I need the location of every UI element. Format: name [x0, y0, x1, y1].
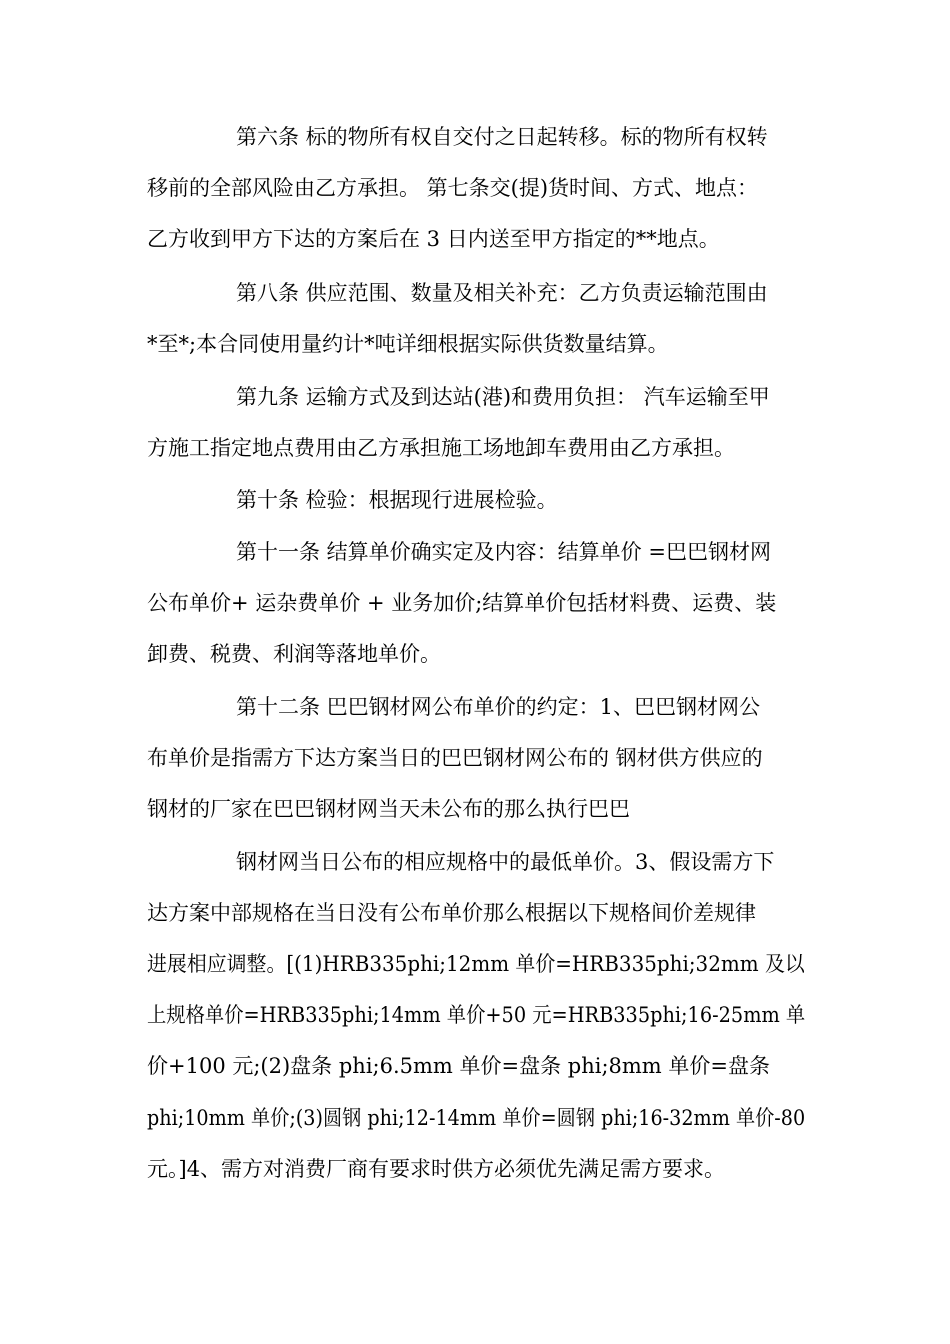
article-9-line-1: 第九条 运输方式及到达站(港)和费用负担： 汽车运输至甲 — [236, 385, 770, 409]
article-11-line-2: 公布单价+ 运杂费单价 + 业务加价;结算单价包括材料费、运费、装 — [147, 591, 777, 615]
article-7-line: 乙方收到甲方下达的方案后在 3 日内送至甲方指定的**地点。 — [147, 227, 720, 251]
article-10-line: 第十条 检验：根据现行进展检验。 — [236, 488, 558, 512]
article-12-line-6: 进展相应调整。[(1)HRB335phi;12mm 单价=HRB335phi;32mm 及以 — [147, 952, 805, 976]
article-12-line-2: 布单价是指需方下达方案当日的巴巴钢材网公布的 钢材供方供应的 — [147, 746, 763, 770]
article-12-line-7: 上规格单价=HRB335phi;14mm 单价+50 元=HRB335phi;16-25mm 单 — [147, 1003, 806, 1027]
article-6-line-2: 移前的全部风险由乙方承担。 第七条交(提)货时间、方式、地点： — [147, 176, 759, 200]
article-8-line-2: *至*;本合同使用量约计*吨详细根据实际供货数量结算。 — [147, 332, 669, 356]
article-9-line-2: 方施工指定地点费用由乙方承担施工场地卸车费用由乙方承担。 — [147, 436, 735, 460]
article-12-line-8: 价+100 元;(2)盘条 phi;6.5mm 单价=盘条 phi;8mm 单价=盘条 — [147, 1054, 770, 1078]
article-11-line-1: 第十一条 结算单价确实定及内容：结算单价 =巴巴钢材网 — [236, 540, 771, 564]
article-11-line-3: 卸费、税费、利润等落地单价。 — [147, 642, 441, 666]
article-12-line-4: 钢材网当日公布的相应规格中的最低单价。3、假设需方下 — [236, 850, 775, 874]
article-8-line-1: 第八条 供应范围、数量及相关补充：乙方负责运输范围由 — [236, 281, 768, 305]
article-6-line-1: 第六条 标的物所有权自交付之日起转移。标的物所有权转 — [236, 125, 768, 149]
article-12-line-1: 第十二条 巴巴钢材网公布单价的约定：1、巴巴钢材网公 — [236, 695, 761, 719]
article-12-line-3: 钢材的厂家在巴巴钢材网当天未公布的那么执行巴巴 — [147, 797, 630, 821]
article-12-line-10: 元。]4、需方对消费厂商有要求时供方必须优先满足需方要求。 — [147, 1157, 726, 1181]
article-12-line-9: phi;10mm 单价;(3)圆钢 phi;12-14mm 单价=圆钢 phi;16-32mm 单价-80 — [147, 1106, 806, 1130]
article-12-line-5: 达方案中部规格在当日没有公布单价那么根据以下规格间价差规律 — [147, 901, 756, 925]
